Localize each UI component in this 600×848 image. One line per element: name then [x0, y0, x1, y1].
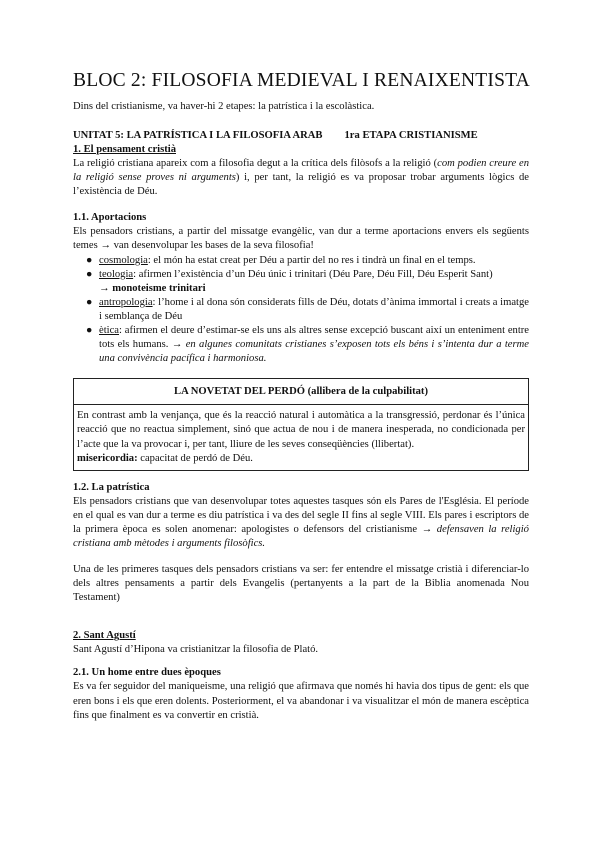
section-1-paragraph [73, 157, 529, 199]
list-item-term: antropologia [99, 296, 153, 308]
bullet-icon: ● [86, 325, 93, 337]
aportacions-list [73, 254, 529, 367]
definition-term: misericordia: [77, 452, 138, 464]
list-item-term: ètica [99, 325, 119, 337]
list-item [86, 296, 529, 324]
unit-stage: 1ra ETAPA CRISTIANISME [344, 130, 478, 142]
definition-text: capacitat de perdó de Déu. [137, 452, 253, 464]
section-2-heading: 2. Sant Agustí [73, 630, 136, 642]
list-item [86, 268, 529, 296]
list-item-text: : l’home i al dona són considerats fills de Déu, dotats d’ànima immortal i creats a imatge i semblança de Déu [99, 296, 529, 322]
section-2-1-paragraph: Es va fer seguidor del maniqueisme, una religió que afirmava que només hi havia dos tipus de gent: els que eren bons i els que eren dolents. Posteriorment, el va abandonar i va visualitzar el món de manera escèptica fins que finalment es va convertir en cristià. [73, 681, 529, 721]
arrow-icon: → [99, 282, 113, 294]
bullet-icon: ● [86, 268, 93, 280]
s12-text-em: defensaven la religió cristiana amb mètodes i arguments filosòfics. [73, 523, 529, 549]
bullet-icon: ● [86, 296, 93, 308]
section-1-2-paragraph-1 [73, 495, 529, 551]
section-1-2-paragraph-2: Una de les primeres tasques dels pensadors cristians va ser: fer entendre el missatge cristià i diferenciar-lo dels altres pensaments a partir dels Evangelis (pertanyents a la part de la Biblia anomenada Nou Testament) [73, 564, 529, 604]
perdo-box-definition [77, 452, 525, 466]
list-item [86, 324, 529, 366]
section-1-2-heading: 1.2. La patrística [73, 481, 150, 493]
s1-text-a: La religió cristiana apareix com a filosofia degut a la crítica dels filòsofs a la religió ( [73, 158, 438, 170]
section-2-paragraph: Sant Agustí d’Hipona va cristianitzar la filosofia de Plató. [73, 644, 319, 656]
list-item-term: cosmologia [99, 254, 148, 266]
s1-text-b: ) i, per tant, la religió es va proposar trobar arguments lògics de l’existència de Déu. [73, 172, 529, 198]
document-page [73, 70, 529, 723]
list-item-emphasis: en algunes comunitats cristianes s’exposen tots els béns i s’intenta dur a terme una convivència pacífica i harmoniosa. [99, 339, 529, 365]
s1-text-em: com podien creure en la religió sense proves ni arguments [73, 158, 529, 184]
page-title: BLOC 2: FILOSOFIA MEDIEVAL I RENAIXENTISTA [73, 70, 530, 91]
bullet-icon: ● [86, 254, 93, 266]
unit-label: UNITAT 5: LA PATRÍSTICA I LA FILOSOFIA ARAB [73, 130, 323, 142]
s12-text: Els pensadors cristians que van desenvolupar totes aquestes tasques són els Pares de l'Església. El període en el qual es van dur a terme es diu patrística i va des del segle II fins al segle VIII. Els pares i escriptors de la primera època es solen anomenar: apologistes o defensors del cristianisme → [73, 495, 529, 535]
perdo-box [73, 378, 529, 470]
list-item [86, 254, 529, 268]
list-item-text: : afirmen l’existència d’un Déu únic i trinitari (Déu Pare, Déu Fill, Déu Esperit Sant) [133, 268, 493, 280]
perdo-box-text: En contrast amb la venjança, que és la reacció natural i automàtica a la transgressió, perdonar és l’única reacció que no reactua simplement, sinó que actua de nou i de manera inesperada, no condicionada per l’acte que la va provocar i, per tant, lliure de les seves conseqüències (llibertat). [77, 410, 525, 450]
list-item-bold: monoteisme trinitari [112, 282, 206, 294]
section-2-1-heading: 2.1. Un home entre dues èpoques [73, 667, 221, 679]
intro-text: Dins del cristianisme, va haver-hi 2 etapes: la patrística i la escolàstica. [73, 101, 375, 112]
section-1-1-heading: 1.1. Aportacions [73, 212, 147, 224]
perdo-box-heading: LA NOVETAT DEL PERDÓ (allibera de la culpabilitat) [74, 379, 528, 405]
list-item-text: : afirmen el deure d’estimar-se els uns als altres sense excepció buscant així un enteniment entre tots els humans. → [99, 325, 529, 351]
section-1-1-paragraph: Els pensadors cristians, a partir del missatge evangèlic, van dur a terme aportacions envers els següents temes → van desenvolupar les bases de la seva filosofia! [73, 226, 529, 252]
list-item-text: : el món ha estat creat per Déu a partir del no res i tindrà un final en el temps. [147, 254, 476, 266]
unit-heading [73, 129, 529, 143]
list-item-term: teologia [99, 268, 134, 280]
section-1-heading: 1. El pensament cristià [73, 144, 176, 156]
perdo-box-body [74, 405, 528, 469]
